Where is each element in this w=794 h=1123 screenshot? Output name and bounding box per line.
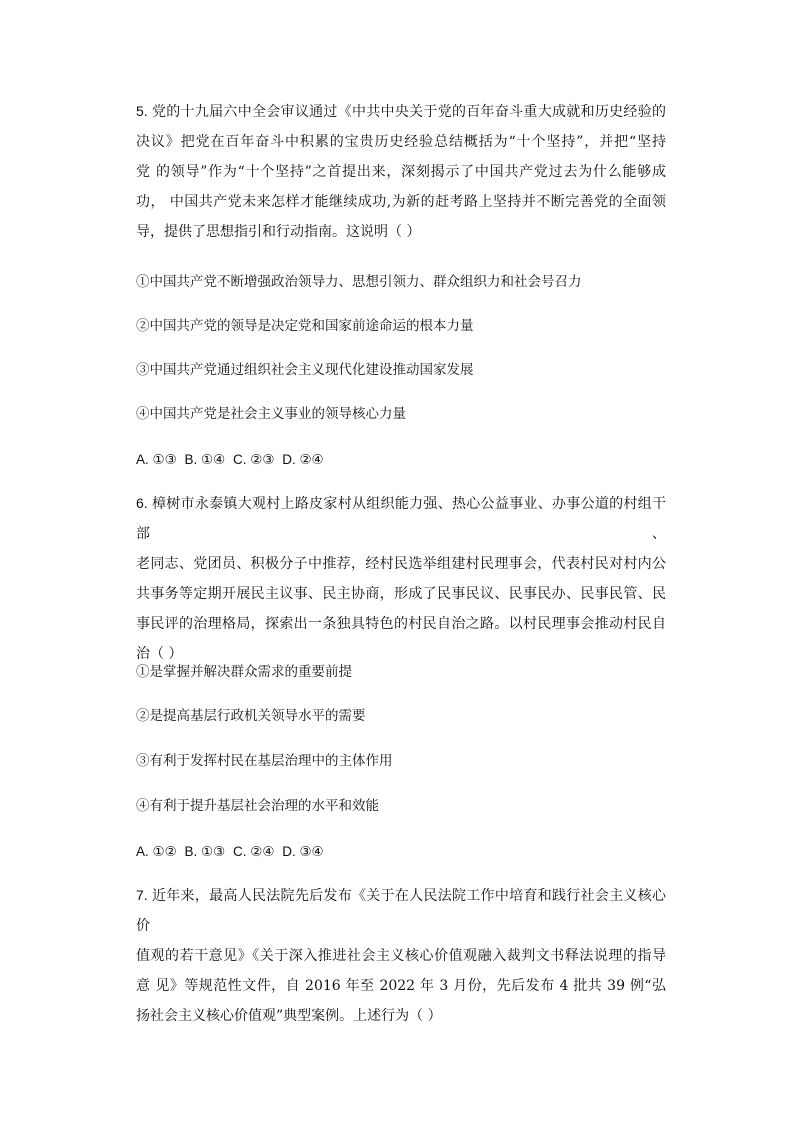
q6-option-4: ④有利于提升基层社会治理的水平和效能 [136,798,379,814]
q6-choice-d: D. ③④ [282,844,324,859]
question-5-line-4: 功， 中国共产党未来怎样才能继续成功,为新的赶考路上坚持并不断完善党的全面领 [136,194,666,210]
q5-choice-d: D. ②④ [282,452,324,467]
q5-choice-c: C. ②③ [232,452,275,467]
question-6-line-5: 治（ ） [136,646,183,662]
question-6-line-3: 共事务等定期开展民主议事、民主协商，形成了民事民议、民事民办、民事民管、民 [136,586,666,602]
q5-choice-a: A. ①③ [136,452,177,467]
question-5-line-1: 5. 党的十九届六中全会审议通过《中共中央关于党的百年奋斗重大成就和历史经验的 [136,103,666,120]
q5-option-1: ①中国共产党不断增强政治领导力、思想引领力、群众组织力和社会号召力 [136,274,582,290]
question-7-line-2: 值观的若干意见》《关于深入推进社会主义核心价值观融入裁判文书释法说理的指导 [136,948,666,964]
q6-option-1: ①是掌握并解决群众需求的重要前提 [136,664,352,680]
question-5-line-2: 决议》把党在百年奋斗中积累的宝贵历史经验总结概括为“十个坚持”，并把“坚持 [136,134,666,150]
q6-option-3: ③有利于发挥村民在基层治理中的主体作用 [136,753,393,769]
q6-choice-c: C. ②④ [232,844,275,859]
question-7-line-1: 7. 近年来，最高人民法院先后发布《关于在人民法院工作中培育和践行社会主义核心价 [136,887,666,934]
q6-answer-choices [136,842,328,862]
question-5-line-5: 导，提供了思想指引和行动指南。这说明（ ） [136,224,421,240]
question-5 [136,96,666,247]
q6-option-2: ②是提高基层行政机关领导水平的需要 [136,708,366,724]
question-6 [136,488,666,669]
question-6-line-4: 事民评的治理格局，探索出一条独具特色的村民自治之路。以村民理事会推动村民自 [136,616,666,632]
q5-choice-b: B. ①④ [184,452,226,467]
q6-choice-b: B. ①③ [184,844,226,859]
question-6-line-1: 6. 樟树市永泰镇大观村上路皮家村从组织能力强、热心公益事业、办事公道的村组干部、 [136,495,666,542]
question-number: 5. [136,103,148,119]
q5-option-4: ④中国共产党是社会主义事业的领导核心力量 [136,406,406,422]
q5-answer-choices [136,450,328,470]
question-number: 6. [136,495,148,511]
question-5-line-3: 党 的领导”作为“十个坚持”之首提出来，深刻揭示了中国共产党过去为什么能够成 [136,164,666,180]
q6-choice-a: A. ①② [136,844,177,859]
question-6-line-2: 老同志、党团员、积极分子中推荐，经村民选举组建村民理事会，代表村民对村内公 [136,556,666,572]
q5-option-3: ③中国共产党通过组织社会主义现代化建设推动国家发展 [136,362,474,378]
question-7-line-3: 意 见》等规范性文件，自 2016 年至 2022 年 3 月份，先后发布 4 批共 39 例“弘 [136,978,666,994]
question-7-line-4: 扬社会主义核心价值观”典型案例。上述行为（ ） [136,1008,442,1024]
question-7 [136,880,666,1031]
question-number: 7. [136,887,148,903]
q5-option-2: ②中国共产党的领导是决定党和国家前途命运的根本力量 [136,318,474,334]
